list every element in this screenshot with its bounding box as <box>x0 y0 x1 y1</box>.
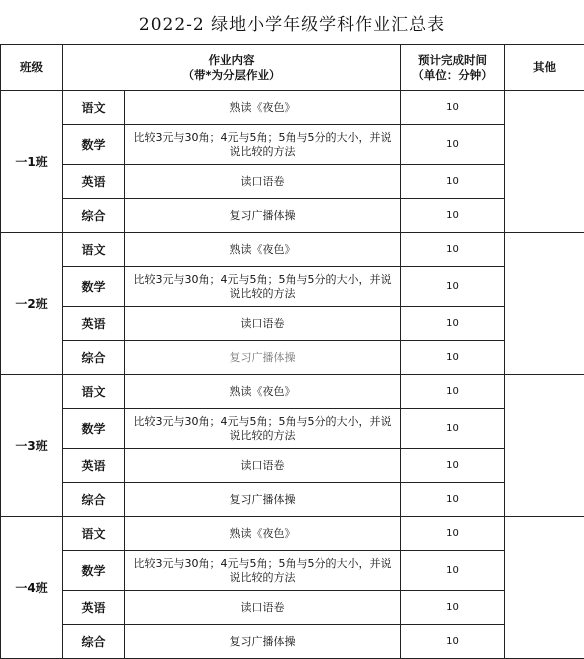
time-cell: 10 <box>401 233 505 267</box>
header-content-line2: （带*为分层作业） <box>63 68 400 83</box>
header-class: 班级 <box>1 45 63 91</box>
class-cell: 一4班 <box>1 517 63 659</box>
class-cell: 一3班 <box>1 375 63 517</box>
page-title: 2022-2 绿地小学年级学科作业汇总表 <box>0 0 584 44</box>
table-row <box>1 449 584 483</box>
content-cell: 读口语卷 <box>125 165 401 199</box>
subject-cell: 数学 <box>63 409 125 449</box>
time-cell: 10 <box>401 625 505 659</box>
header-time-line1: 预计完成时间 <box>401 53 504 68</box>
subject-cell: 英语 <box>63 591 125 625</box>
content-cell: 读口语卷 <box>125 307 401 341</box>
subject-cell: 综合 <box>63 483 125 517</box>
time-cell: 10 <box>401 591 505 625</box>
table-row <box>1 341 584 375</box>
time-cell: 10 <box>401 551 505 591</box>
time-cell: 10 <box>401 165 505 199</box>
table-row <box>1 517 584 551</box>
time-cell: 10 <box>401 375 505 409</box>
subject-cell: 数学 <box>63 267 125 307</box>
content-cell: 读口语卷 <box>125 449 401 483</box>
subject-cell: 英语 <box>63 449 125 483</box>
time-cell: 10 <box>401 409 505 449</box>
table-row <box>1 165 584 199</box>
class-cell: 一2班 <box>1 233 63 375</box>
other-cell <box>505 233 584 375</box>
table-row <box>1 267 584 307</box>
subject-cell: 数学 <box>63 551 125 591</box>
header-other: 其他 <box>505 45 584 91</box>
other-cell <box>505 375 584 517</box>
homework-table <box>0 44 584 659</box>
content-cell: 比较3元与30角；4元与5角；5角与5分的大小，并说说比较的方法 <box>125 125 401 165</box>
table-row <box>1 307 584 341</box>
time-cell: 10 <box>401 199 505 233</box>
subject-cell: 综合 <box>63 625 125 659</box>
time-cell: 10 <box>401 307 505 341</box>
content-cell: 复习广播体操 <box>125 625 401 659</box>
content-cell: 熟读《夜色》 <box>125 517 401 551</box>
subject-cell: 综合 <box>63 199 125 233</box>
content-cell: 复习广播体操 <box>125 341 401 375</box>
table-row <box>1 409 584 449</box>
table-row <box>1 483 584 517</box>
header-row <box>1 45 584 91</box>
table-row <box>1 199 584 233</box>
table-row <box>1 233 584 267</box>
content-cell: 熟读《夜色》 <box>125 375 401 409</box>
content-cell: 比较3元与30角；4元与5角；5角与5分的大小，并说说比较的方法 <box>125 267 401 307</box>
time-cell: 10 <box>401 125 505 165</box>
time-cell: 10 <box>401 483 505 517</box>
table-row <box>1 625 584 659</box>
subject-cell: 语文 <box>63 91 125 125</box>
subject-cell: 语文 <box>63 233 125 267</box>
time-cell: 10 <box>401 267 505 307</box>
table-row <box>1 125 584 165</box>
table-row <box>1 91 584 125</box>
content-cell: 熟读《夜色》 <box>125 91 401 125</box>
subject-cell: 综合 <box>63 341 125 375</box>
content-cell: 比较3元与30角；4元与5角；5角与5分的大小，并说说比较的方法 <box>125 551 401 591</box>
subject-cell: 英语 <box>63 165 125 199</box>
content-cell: 熟读《夜色》 <box>125 233 401 267</box>
time-cell: 10 <box>401 341 505 375</box>
other-cell <box>505 91 584 233</box>
header-content <box>63 45 401 91</box>
content-cell: 复习广播体操 <box>125 483 401 517</box>
subject-cell: 语文 <box>63 517 125 551</box>
header-time <box>401 45 505 91</box>
subject-cell: 语文 <box>63 375 125 409</box>
time-cell: 10 <box>401 91 505 125</box>
subject-cell: 数学 <box>63 125 125 165</box>
header-time-line2: （单位：分钟） <box>401 68 504 83</box>
header-content-line1: 作业内容 <box>63 53 400 68</box>
content-cell: 比较3元与30角；4元与5角；5角与5分的大小，并说说比较的方法 <box>125 409 401 449</box>
class-cell: 一1班 <box>1 91 63 233</box>
table-row <box>1 375 584 409</box>
content-cell: 读口语卷 <box>125 591 401 625</box>
table-row <box>1 591 584 625</box>
time-cell: 10 <box>401 449 505 483</box>
subject-cell: 英语 <box>63 307 125 341</box>
other-cell <box>505 517 584 659</box>
table-row <box>1 551 584 591</box>
time-cell: 10 <box>401 517 505 551</box>
content-cell: 复习广播体操 <box>125 199 401 233</box>
